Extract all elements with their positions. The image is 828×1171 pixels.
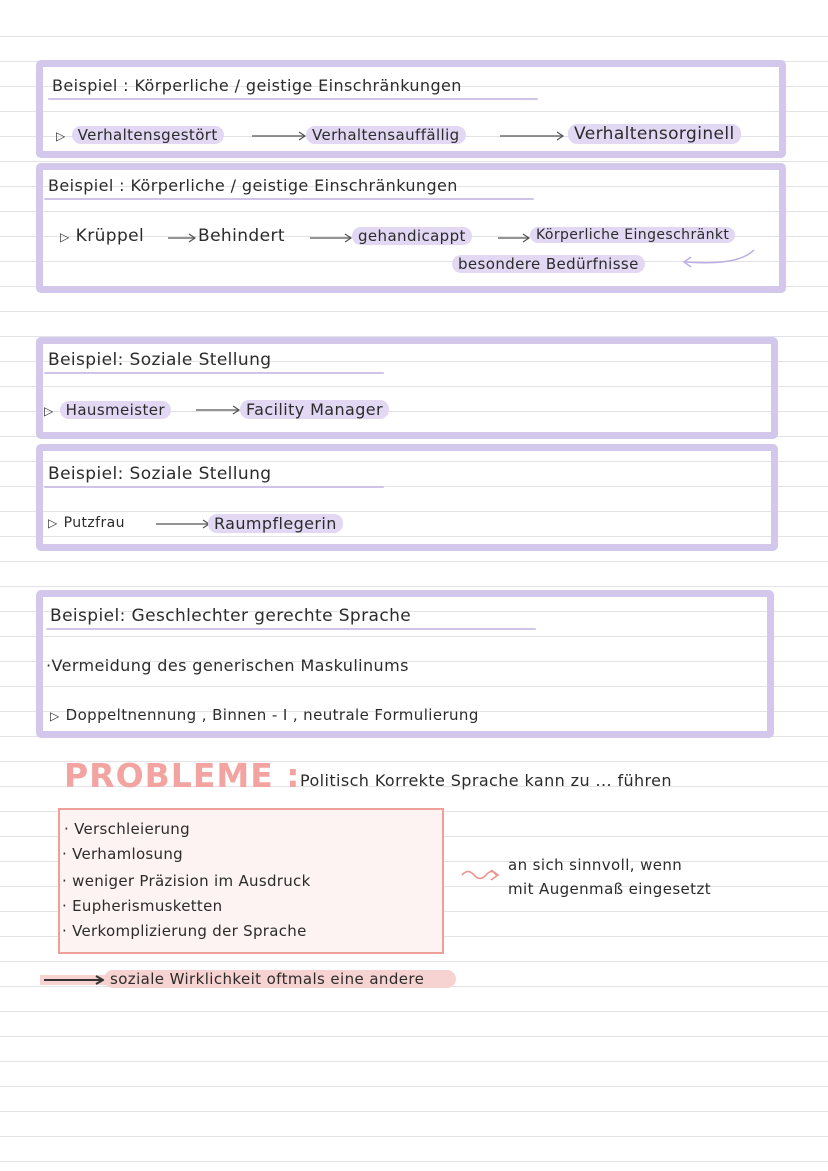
problems-heading: PROBLEME : — [64, 756, 301, 795]
problems-conclusion: soziale Wirklichkeit oftmals eine andere — [104, 970, 456, 988]
problems-note-line-2: mit Augenmaß eingesetzt — [508, 880, 712, 898]
example-5-line-1: ·Vermeidung des generischen Maskulinums — [46, 656, 409, 675]
example-2-title: Beispiel : Körperliche / geistige Einschränkungen — [48, 176, 458, 195]
example-2-item-2: Behindert — [198, 226, 285, 246]
squiggle-arrow-icon — [460, 866, 502, 882]
example-3-underline — [44, 372, 384, 374]
example-4-underline — [44, 486, 384, 488]
arrow-icon — [196, 405, 242, 415]
arrow-icon — [500, 131, 566, 141]
problem-item-1: · Verschleierung — [64, 820, 190, 838]
example-4-title: Beispiel: Soziale Stellung — [48, 464, 272, 484]
example-3-item-2: Facility Manager — [240, 400, 389, 419]
example-5-title: Beispiel: Geschlechter gerechte Sprache — [50, 606, 412, 626]
problem-item-5: · Verkomplizierung der Sprache — [62, 922, 307, 940]
arrow-icon — [498, 233, 532, 243]
triangle-bullet-icon: ▷ — [44, 404, 54, 418]
example-2-item-1: ▷ Krüppel — [60, 226, 145, 246]
example-2-item-4: Körperliche Eingeschränkt — [530, 227, 735, 243]
example-2-underline — [44, 198, 534, 200]
example-1-item-2: Verhaltensauffällig — [306, 126, 466, 144]
arrow-icon — [168, 233, 198, 243]
example-4-item-2: Raumpflegerin — [208, 514, 343, 533]
arrow-icon — [252, 131, 308, 141]
problems-note-line-1: an sich sinnvoll, wenn — [508, 856, 683, 874]
curved-arrow-icon — [678, 248, 758, 270]
example-4-item-1: ▷ Putzfrau — [48, 515, 125, 531]
example-3-title: Beispiel: Soziale Stellung — [48, 350, 272, 370]
problem-item-3: · weniger Präzision im Ausdruck — [62, 872, 311, 890]
example-5-underline — [46, 628, 536, 630]
example-1-title: Beispiel : Körperliche / geistige Einschränkungen — [52, 76, 462, 95]
long-arrow-icon — [40, 975, 110, 985]
triangle-bullet-icon: ▷ — [56, 129, 66, 143]
example-box-4 — [36, 444, 778, 551]
problem-item-2: · Verhamlosung — [62, 845, 183, 863]
problems-subtitle: Politisch Korrekte Sprache kann zu ... führen — [300, 771, 672, 790]
example-2-item-5: besondere Bedürfnisse — [452, 255, 645, 273]
example-2-item-3: gehandicappt — [352, 227, 472, 245]
arrow-icon — [156, 519, 212, 529]
triangle-bullet-icon: ▷ — [50, 709, 60, 723]
example-5-line-2: ▷ Doppeltnennung , Binnen - I , neutrale Formulierung — [50, 706, 479, 724]
triangle-bullet-icon: ▷ — [48, 516, 58, 530]
example-1-item-1: ▷ Verhaltensgestört — [56, 126, 224, 144]
arrow-icon — [310, 233, 354, 243]
example-3-item-1: ▷ Hausmeister — [44, 401, 171, 419]
triangle-bullet-icon: ▷ — [60, 230, 70, 244]
problem-item-4: · Eupherismusketten — [62, 897, 223, 915]
example-1-item-3: Verhaltensorginell — [568, 124, 741, 144]
example-1-underline — [48, 98, 538, 100]
